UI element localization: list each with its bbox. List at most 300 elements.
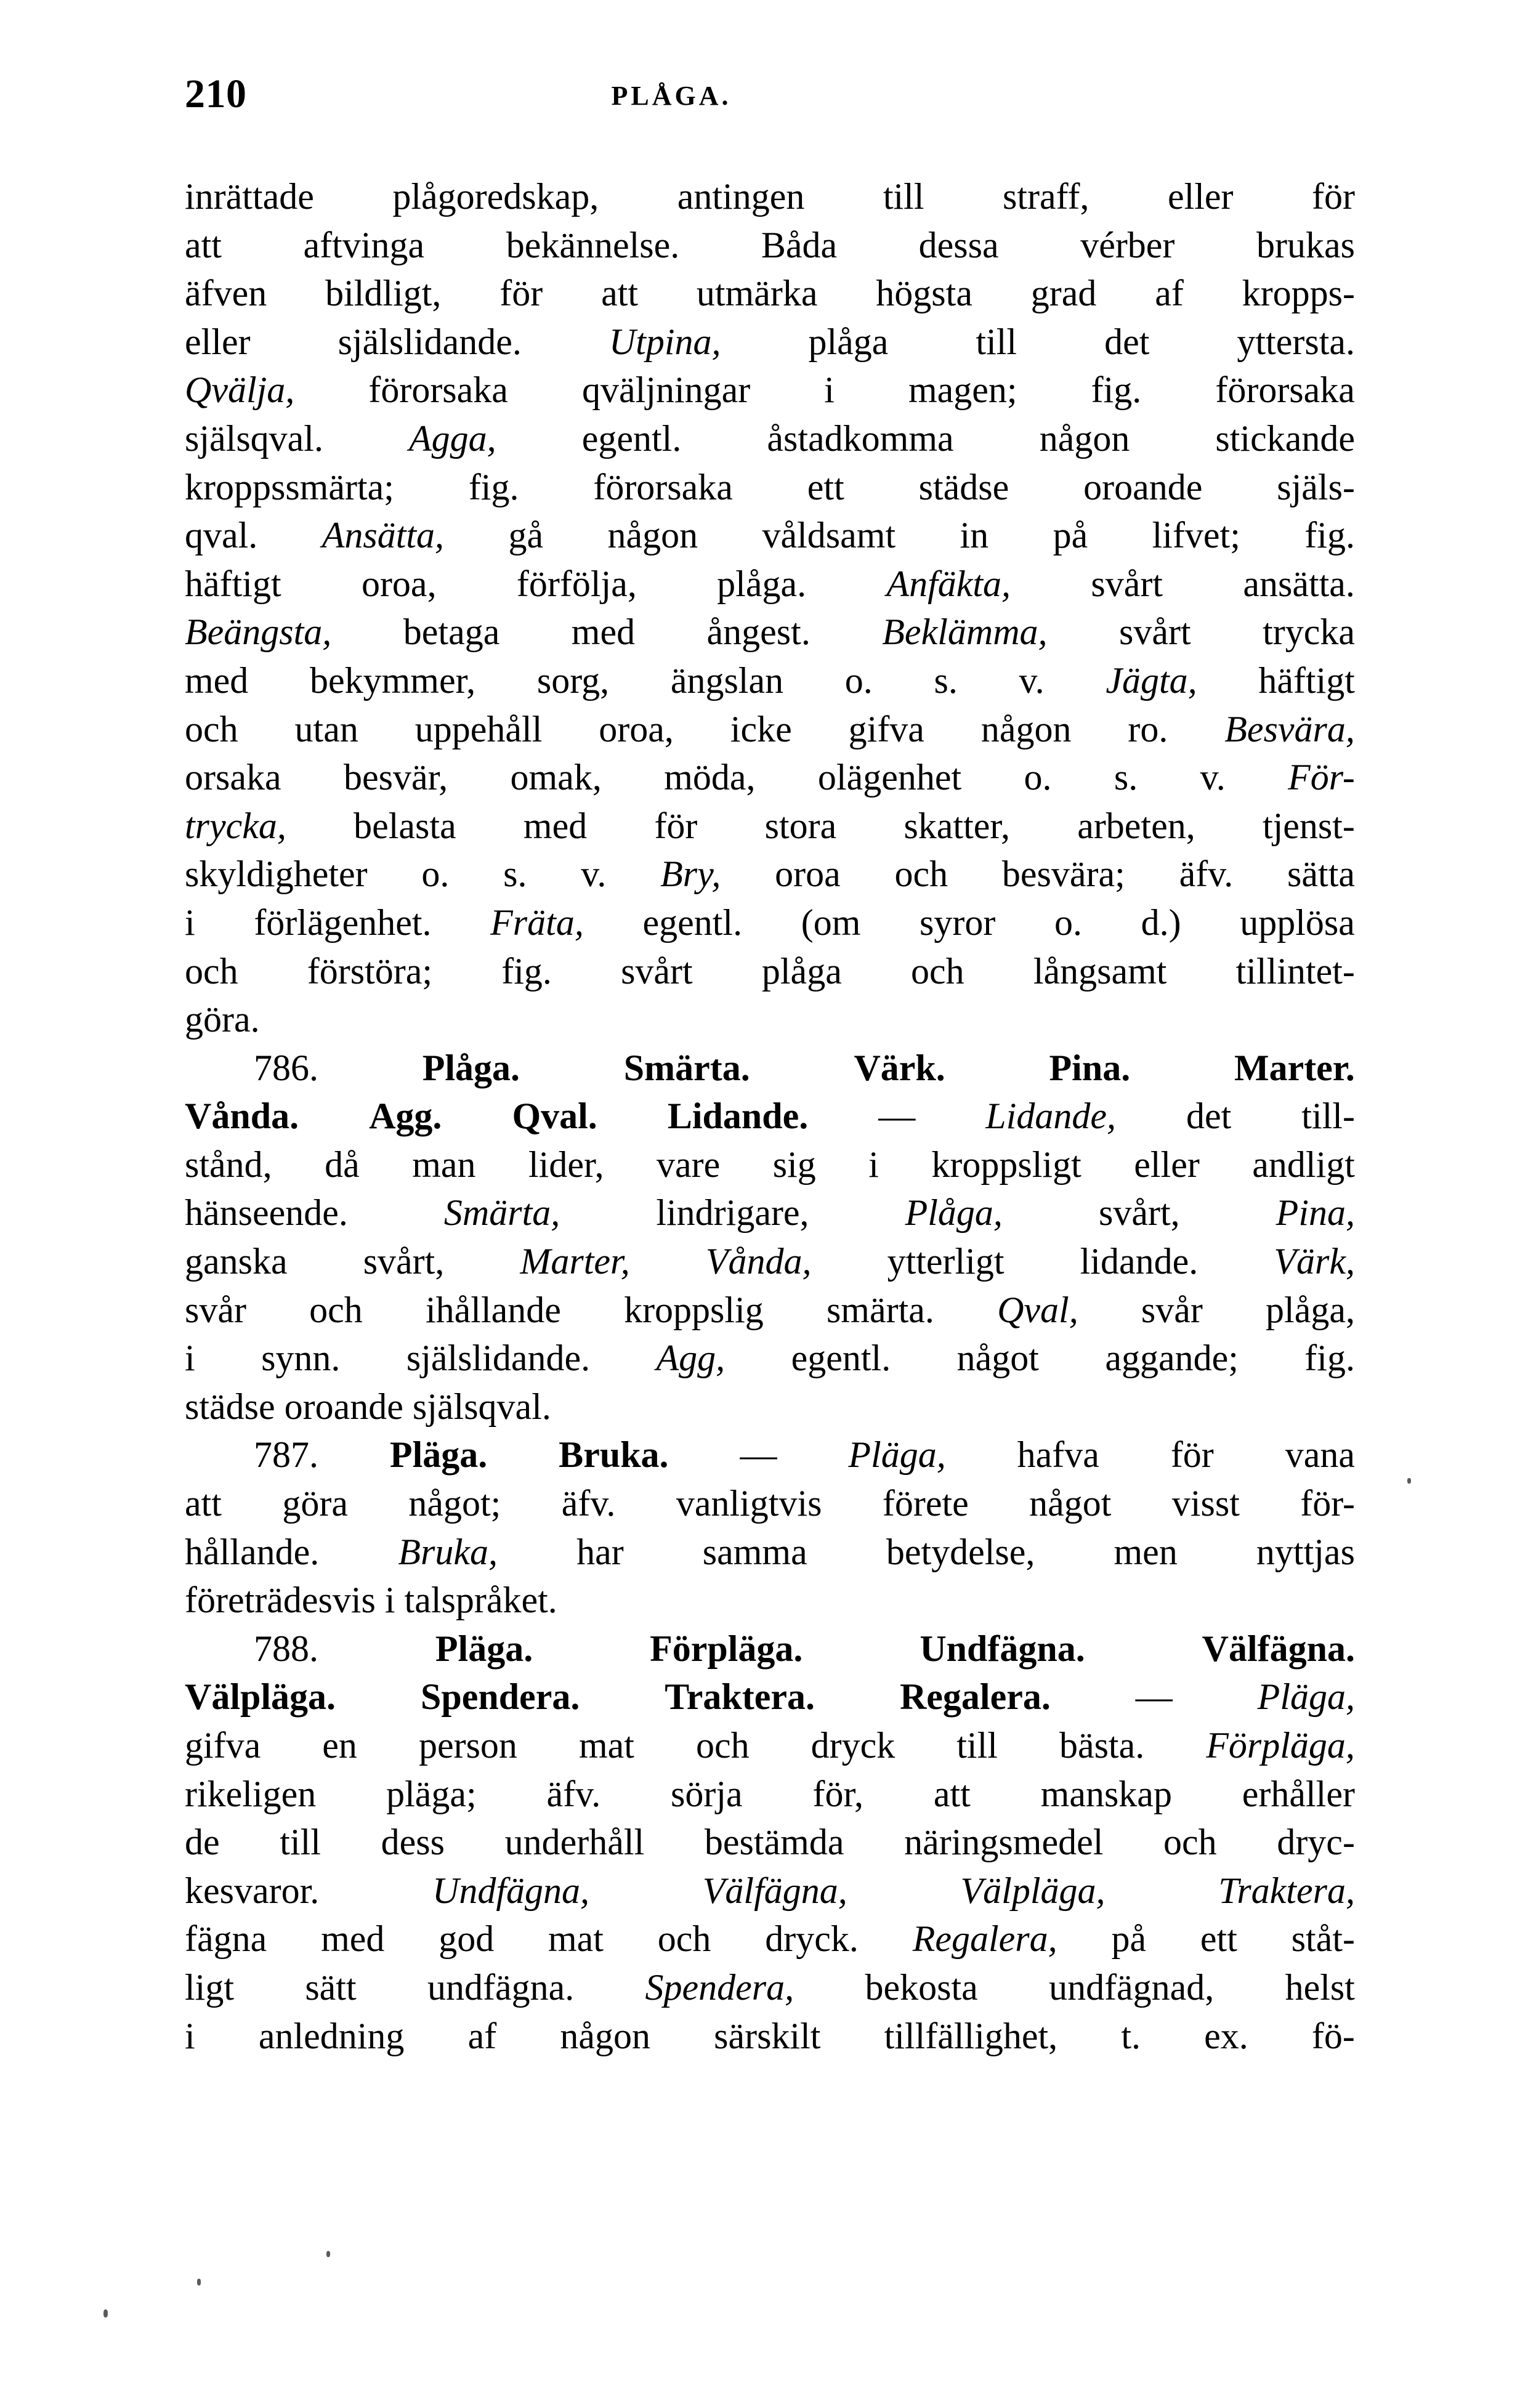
word: ångest. <box>706 612 811 653</box>
italic-headword: Qval, <box>997 1289 1078 1330</box>
text-line <box>185 1237 1355 1286</box>
text-line <box>185 753 1355 802</box>
word: sätta <box>1287 854 1355 895</box>
word: och <box>185 950 238 992</box>
word: något <box>1029 1483 1112 1524</box>
word: någon <box>980 708 1072 749</box>
word: omak, <box>510 757 602 798</box>
text-line <box>185 705 1355 754</box>
word: i <box>185 2015 195 2056</box>
word: med <box>571 612 636 653</box>
word: särskilt <box>714 2015 821 2056</box>
bold-headword: Vånda. <box>185 1096 299 1137</box>
text-line <box>185 1141 1355 1189</box>
word: själslidande. <box>406 1338 591 1379</box>
word: erhåller <box>1242 1773 1355 1814</box>
italic-headword: Välfägna, <box>702 1870 847 1911</box>
word: äfv. <box>561 1483 616 1524</box>
word: oroande <box>1083 466 1203 507</box>
word: oroa, <box>599 708 674 749</box>
word: brukas <box>1256 224 1355 265</box>
word: — <box>1135 1676 1173 1718</box>
text-line <box>185 1334 1355 1383</box>
word: tillfällighet, <box>884 2015 1058 2056</box>
text-line <box>185 1189 1355 1237</box>
word: högsta <box>876 273 972 314</box>
bold-headword: Lidande. <box>667 1096 809 1137</box>
word: tjenst- <box>1262 805 1355 846</box>
italic-headword: Pläga, <box>848 1434 946 1476</box>
word: s. <box>1114 757 1138 798</box>
word: nyttjas <box>1256 1531 1355 1572</box>
word: fig. <box>1091 370 1142 411</box>
word: städse <box>185 1386 275 1427</box>
italic-headword: Bry, <box>660 854 721 895</box>
word: ro. <box>1128 708 1168 749</box>
word: ståt- <box>1291 1918 1355 1960</box>
word: äfven <box>185 273 267 314</box>
word: dessa <box>918 224 999 265</box>
word: sorg, <box>536 660 610 701</box>
text-line <box>185 269 1355 318</box>
word: qval. <box>185 515 258 556</box>
word: städse <box>918 466 1009 507</box>
word: att <box>185 1483 222 1524</box>
text-line <box>185 1383 1355 1431</box>
word: svårt <box>1118 612 1191 653</box>
word: s. <box>503 854 527 895</box>
bold-headword: Undfägna. <box>920 1628 1085 1669</box>
word: kesvaror. <box>185 1870 320 1911</box>
bold-headword: Värk. <box>854 1047 945 1088</box>
word: plåga, <box>1266 1289 1355 1330</box>
word: kropps- <box>1242 273 1355 314</box>
word: långsamt <box>1033 950 1167 992</box>
word: god <box>439 1918 495 1960</box>
word: bildligt, <box>325 273 442 314</box>
word: kroppssmärta; <box>185 466 394 507</box>
text-line <box>185 1479 1355 1528</box>
word: (om <box>801 902 861 943</box>
italic-headword: Jägta, <box>1106 660 1197 701</box>
page-number: 210 <box>185 71 247 116</box>
word: grad <box>1030 273 1097 314</box>
word: o. <box>421 854 450 895</box>
word: visst <box>1171 1483 1240 1524</box>
word: åstadkomma <box>767 418 954 459</box>
word: bestämda <box>704 1822 844 1863</box>
italic-headword: Smärta, <box>443 1192 560 1234</box>
word: företrädesvis <box>185 1580 376 1621</box>
word: en <box>322 1725 357 1766</box>
word: att <box>601 273 639 314</box>
text-line <box>185 1528 1355 1577</box>
italic-headword: Spendera, <box>645 1966 794 2008</box>
word: helst <box>1285 1966 1355 2008</box>
word: ligt <box>185 1966 235 2008</box>
text-line <box>185 1431 1355 1479</box>
word: oroande <box>284 1386 403 1427</box>
word: hänseende. <box>185 1192 348 1234</box>
word: i <box>868 1144 879 1185</box>
word: har <box>576 1531 624 1572</box>
word: ganska <box>185 1241 288 1282</box>
word: i <box>185 1338 195 1379</box>
word: aftvinga <box>303 224 425 265</box>
word: — <box>878 1096 916 1137</box>
word: själs- <box>1277 466 1355 507</box>
word: och <box>894 854 948 895</box>
italic-headword: Bruka, <box>398 1531 498 1572</box>
word: lifvet; <box>1152 515 1240 556</box>
word: dryc- <box>1277 1822 1355 1863</box>
text-line <box>185 1286 1355 1335</box>
word: ex. <box>1204 2015 1248 2056</box>
word: undfägnad, <box>1049 1966 1215 2008</box>
word: på <box>1053 515 1088 556</box>
word: plåga <box>808 321 889 362</box>
scan-speck <box>197 2279 201 2285</box>
word: kroppslig <box>624 1289 764 1330</box>
word: fig. <box>1304 1338 1355 1379</box>
word: att <box>933 1773 971 1814</box>
word: något <box>956 1338 1039 1379</box>
text-line <box>185 414 1355 463</box>
bold-headword: Qval. <box>512 1096 597 1137</box>
word: förstöra; <box>307 950 433 992</box>
bold-headword: Traktera. <box>665 1676 815 1718</box>
word: in <box>960 515 989 556</box>
word: näringsmedel <box>904 1822 1104 1863</box>
word: 788. <box>254 1628 318 1669</box>
word: det <box>1104 321 1150 362</box>
italic-headword: Undfägna, <box>432 1870 590 1911</box>
word: aggande; <box>1105 1338 1239 1379</box>
word: plågoredskap, <box>392 176 599 217</box>
word: kroppsligt <box>931 1144 1081 1185</box>
word: möda, <box>664 757 756 798</box>
scan-speck <box>1407 1478 1411 1484</box>
word: o. <box>1024 757 1052 798</box>
word: plåga. <box>717 563 807 604</box>
word: för <box>654 805 698 846</box>
word: hållande. <box>185 1531 320 1572</box>
word: fig. <box>1304 515 1355 556</box>
word: svårt <box>1091 563 1163 604</box>
word: eller <box>185 321 251 362</box>
word: arbeten, <box>1077 805 1195 846</box>
word: v. <box>1019 660 1045 701</box>
word: undfägna. <box>427 1966 575 2008</box>
word: någon <box>560 2015 650 2056</box>
italic-headword: För- <box>1288 757 1355 798</box>
word: fig. <box>501 950 552 992</box>
running-head-word: PLÅGA. <box>611 81 732 111</box>
word: manskap <box>1040 1773 1172 1814</box>
word: göra. <box>185 999 260 1040</box>
word: stånd, <box>185 1144 272 1185</box>
text-line <box>185 850 1355 899</box>
word: svårt <box>621 950 693 992</box>
word: yttersta. <box>1237 321 1355 362</box>
text-line <box>185 802 1355 850</box>
word: dess <box>381 1822 445 1863</box>
word: egentl. <box>581 418 682 459</box>
bold-headword: Plåga. <box>422 1047 520 1088</box>
word: ängslan <box>670 660 784 701</box>
word: person <box>418 1725 517 1766</box>
word: anledning <box>258 2015 405 2056</box>
bold-headword: Förpläga. <box>650 1628 803 1669</box>
word: och <box>185 708 238 749</box>
word: för <box>499 273 543 314</box>
word: svår <box>1141 1289 1203 1330</box>
word: talspråket. <box>404 1580 557 1621</box>
word: mat <box>548 1918 604 1960</box>
word: för <box>1312 176 1355 217</box>
text-line <box>185 511 1355 560</box>
word: d.) <box>1141 902 1181 943</box>
word: till <box>956 1725 998 1766</box>
text-line <box>185 657 1355 705</box>
word: svårt, <box>363 1241 445 1282</box>
word: och <box>1163 1822 1217 1863</box>
bold-headword: Pina. <box>1049 1047 1131 1088</box>
word: och <box>911 950 964 992</box>
word: någon <box>607 515 698 556</box>
text-line <box>185 221 1355 270</box>
word: förorsaka <box>593 466 733 507</box>
word: Båda <box>761 224 838 265</box>
word: utan <box>294 708 358 749</box>
text-line <box>185 1092 1355 1141</box>
word: till <box>976 321 1017 362</box>
word: med <box>523 805 588 846</box>
word: och <box>657 1918 711 1960</box>
word: sig <box>772 1144 816 1185</box>
word: v. <box>1200 757 1226 798</box>
word: gifva <box>185 1725 261 1766</box>
word: våldsamt <box>762 515 896 556</box>
word: plåga <box>761 950 842 992</box>
bold-headword: Spendera. <box>420 1676 580 1718</box>
word: o. <box>1054 902 1082 943</box>
word: v. <box>581 854 607 895</box>
word: själsqval. <box>185 418 323 459</box>
word: bekosta <box>865 1966 978 2008</box>
word: s. <box>934 660 958 701</box>
word: eller <box>1134 1144 1200 1185</box>
word: pläga; <box>386 1773 477 1814</box>
word: uppehåll <box>414 708 543 749</box>
word: belasta <box>354 805 456 846</box>
italic-headword: Utpina, <box>608 321 721 362</box>
word: betaga <box>403 612 500 653</box>
word: ansätta. <box>1243 563 1355 604</box>
bold-headword: Välpläga. <box>185 1676 336 1718</box>
word: gifva <box>848 708 924 749</box>
scan-speck <box>326 2251 330 2257</box>
word: men <box>1114 1531 1178 1572</box>
word: bekymmer, <box>310 660 476 701</box>
word: vanligtvis <box>676 1483 822 1524</box>
bold-headword: Pläga. <box>389 1434 488 1476</box>
italic-headword: Qvälja, <box>185 370 295 411</box>
text-line <box>185 1867 1355 1915</box>
word: fig. <box>468 466 519 507</box>
word: icke <box>730 708 792 749</box>
italic-headword: trycka, <box>185 805 286 846</box>
text-line <box>185 1044 1355 1093</box>
word: lider, <box>528 1144 604 1185</box>
bold-headword: Regalera. <box>899 1676 1051 1718</box>
bold-headword: Marter. <box>1234 1047 1355 1088</box>
italic-headword: Förpläga, <box>1206 1725 1355 1766</box>
text-line <box>185 1721 1355 1770</box>
text-line <box>185 463 1355 512</box>
word: straff, <box>1002 176 1089 217</box>
word: smärta. <box>826 1289 934 1330</box>
word: trycka <box>1263 612 1355 653</box>
word: 787. <box>254 1434 318 1476</box>
text-line <box>185 366 1355 414</box>
word: göra <box>282 1483 348 1524</box>
italic-headword: Agga, <box>409 418 496 459</box>
word: häftigt <box>1258 660 1355 701</box>
word: inrättade <box>185 176 314 217</box>
word: dryck. <box>765 1918 859 1960</box>
word: bekännelse. <box>506 224 680 265</box>
word: olägenhet <box>817 757 962 798</box>
word: orsaka <box>185 757 281 798</box>
word: till <box>883 176 924 217</box>
italic-headword: Plåga, <box>905 1192 1003 1234</box>
word: eller <box>1167 176 1234 217</box>
word: i <box>384 1580 395 1621</box>
word: ett <box>1200 1918 1237 1960</box>
word: egentl. <box>791 1338 891 1379</box>
word: gå <box>508 515 544 556</box>
word: och <box>309 1289 363 1330</box>
text-line <box>185 560 1355 608</box>
text-line <box>185 1625 1355 1673</box>
word: äfv. <box>1179 854 1234 895</box>
word: skatter, <box>904 805 1010 846</box>
word: af <box>467 2015 497 2056</box>
italic-headword: Fräta, <box>490 902 584 943</box>
italic-headword: Beklämma, <box>882 612 1048 653</box>
text-line <box>185 995 1355 1044</box>
text-line <box>185 899 1355 947</box>
word: på <box>1111 1918 1147 1960</box>
text-line <box>185 608 1355 657</box>
word: 786. <box>254 1047 318 1088</box>
italic-headword: Pina, <box>1275 1192 1355 1234</box>
text-line <box>185 1576 1355 1625</box>
scan-speck <box>103 2309 108 2317</box>
word: egentl. <box>642 902 743 943</box>
body-text-block <box>185 172 1355 2060</box>
word: själsqval. <box>412 1386 551 1427</box>
bold-headword: Pläga. <box>435 1628 533 1669</box>
text-line <box>185 172 1355 221</box>
word: oroa, <box>361 563 437 604</box>
word: andligt <box>1252 1144 1355 1185</box>
text-line <box>185 1673 1355 1721</box>
word: sörja <box>671 1773 743 1814</box>
word: sätt <box>305 1966 357 2008</box>
italic-headword: Agg, <box>656 1338 726 1379</box>
word: fägna <box>185 1918 267 1960</box>
word: ihållande <box>425 1289 561 1330</box>
bold-headword: Smärta. <box>623 1047 750 1088</box>
word: stora <box>764 805 837 846</box>
word: man <box>412 1144 476 1185</box>
italic-headword: Pläga, <box>1257 1676 1355 1718</box>
word: själslidande. <box>338 321 522 362</box>
bold-headword: Bruka. <box>559 1434 669 1476</box>
italic-headword: Värk, <box>1274 1241 1355 1282</box>
word: för, <box>812 1773 864 1814</box>
word: mat <box>578 1725 634 1766</box>
word: vérber <box>1080 224 1175 265</box>
word: att <box>185 224 222 265</box>
word: betydelse, <box>886 1531 1035 1572</box>
word: syror <box>920 902 996 943</box>
word: samma <box>702 1531 807 1572</box>
word: förorsaka <box>1215 370 1355 411</box>
word: upplösa <box>1240 902 1355 943</box>
word: förete <box>882 1483 969 1524</box>
word: vare <box>657 1144 721 1185</box>
italic-headword: Besvära, <box>1224 708 1355 749</box>
word: något; <box>408 1483 501 1524</box>
word: af <box>1155 273 1184 314</box>
word: magen; <box>908 370 1017 411</box>
word: lidande. <box>1080 1241 1199 1282</box>
word: rikeligen <box>185 1773 317 1814</box>
word: häftigt <box>185 563 281 604</box>
word: o. <box>844 660 873 701</box>
word: oroa <box>775 854 841 895</box>
word: och <box>695 1725 750 1766</box>
text-line <box>185 1963 1355 2012</box>
italic-headword: Marter, <box>520 1241 630 1282</box>
word: till- <box>1301 1096 1355 1137</box>
text-line <box>185 947 1355 996</box>
word: hafva <box>1017 1434 1099 1476</box>
running-head <box>185 71 1355 129</box>
word: förorsaka <box>368 370 508 411</box>
word: svår <box>185 1289 246 1330</box>
word: svårt, <box>1098 1192 1180 1234</box>
italic-headword: Ansätta, <box>321 515 445 556</box>
word: underhåll <box>504 1822 645 1863</box>
word: i <box>185 902 195 943</box>
bold-headword: Agg. <box>369 1096 442 1137</box>
text-line <box>185 1915 1355 1963</box>
word: till <box>280 1822 321 1863</box>
italic-headword: Traktera, <box>1218 1870 1355 1911</box>
text-line <box>185 1818 1355 1867</box>
word: någon <box>1039 418 1130 459</box>
word: ytterligt <box>887 1241 1005 1282</box>
word: då <box>325 1144 360 1185</box>
italic-headword: Vånda, <box>705 1241 812 1282</box>
word: dryck <box>811 1725 895 1766</box>
word: i <box>824 370 835 411</box>
word: för <box>1170 1434 1214 1476</box>
